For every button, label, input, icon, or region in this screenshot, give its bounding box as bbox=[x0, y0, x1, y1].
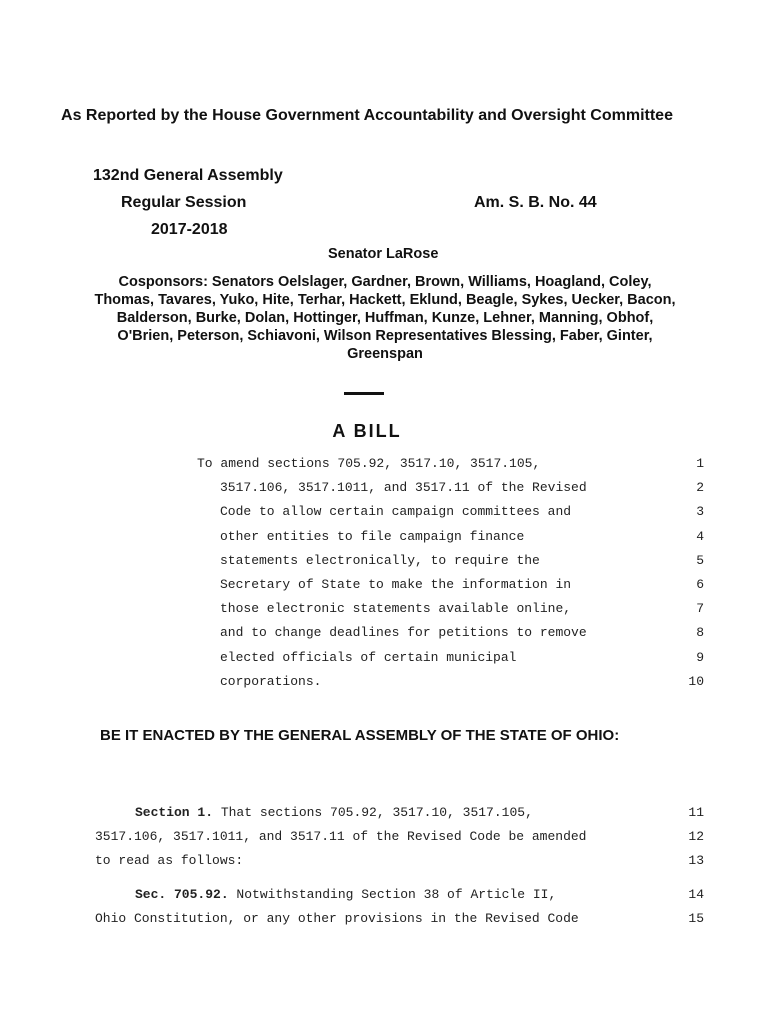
line-number: 5 bbox=[696, 552, 704, 568]
sec-705-line-1: Sec. 705.92. Notwithstanding Section 38 of Article II, bbox=[135, 887, 557, 902]
section-1-line-1: Section 1. That sections 705.92, 3517.10, 3517.105, bbox=[135, 805, 533, 820]
session: Regular Session bbox=[121, 194, 247, 211]
section-1-line-3: to read as follows: bbox=[95, 853, 244, 868]
bill-title-line: Secretary of State to make the information in bbox=[220, 577, 572, 592]
line-number: 2 bbox=[696, 480, 704, 496]
line-number: 10 bbox=[688, 673, 704, 689]
bill-title-line: Code to allow certain campaign committees and bbox=[220, 504, 572, 520]
sponsor: Senator LaRose bbox=[328, 246, 439, 262]
sec-705-line-2: Ohio Constitution, or any other provisions in the Revised Code bbox=[95, 911, 579, 926]
bill-title-line: corporations. bbox=[220, 673, 322, 689]
bill-title-line: other entities to file campaign finance bbox=[220, 528, 525, 544]
line-number: 6 bbox=[696, 577, 704, 592]
cosponsors: Cosponsors: Senators Oelslager, Gardner, Brown, Williams, Hoagland, Coley, Thomas, Tavares, Yuko, Hite, Terhar, Hackett, Eklund, Beagle, Sykes, Uecker, Bacon, Balderson, Burke, Dolan, Hottinger, Huffman, Kunze, Lehner, Manning, Obhof, O'Brien, Peterson, Schiavoni, Wilson Representatives Blessing, Faber, Ginter, Greenspan bbox=[94, 274, 676, 362]
line-number: 15 bbox=[688, 911, 704, 926]
bill-title-line: and to change deadlines for petitions to remove bbox=[220, 625, 587, 641]
line-number: 4 bbox=[696, 528, 704, 544]
line-number: 8 bbox=[696, 625, 704, 641]
divider bbox=[344, 392, 384, 395]
line-number: 3 bbox=[696, 504, 704, 520]
enacting-clause: BE IT ENACTED BY THE GENERAL ASSEMBLY OF THE STATE OF OHIO: bbox=[100, 727, 620, 744]
line-number: 12 bbox=[688, 829, 704, 844]
bill-title-line: those electronic statements available online, bbox=[220, 601, 572, 617]
section-1-line-2: 3517.106, 3517.1011, and 3517.11 of the Revised Code be amended bbox=[95, 829, 587, 844]
bill-title: A BILL bbox=[332, 421, 402, 441]
bill-title-line: statements electronically, to require the bbox=[220, 552, 540, 568]
bill-title-line: 3517.106, 3517.1011, and 3517.11 of the Revised bbox=[220, 480, 587, 496]
section-1-label: Section 1. bbox=[135, 805, 214, 820]
line-number: 13 bbox=[688, 853, 704, 868]
reported-by-heading: As Reported by the House Government Accountability and Oversight Committee bbox=[61, 107, 673, 124]
line-number: 1 bbox=[696, 456, 704, 471]
sec-705-label: Sec. 705.92. bbox=[135, 887, 229, 902]
bill-number: Am. S. B. No. 44 bbox=[474, 194, 597, 211]
general-assembly: 132nd General Assembly bbox=[93, 167, 283, 184]
line-number: 14 bbox=[688, 887, 704, 902]
line-number: 9 bbox=[696, 649, 704, 665]
line-number: 7 bbox=[696, 601, 704, 617]
bill-title-line: To amend sections 705.92, 3517.10, 3517.105, bbox=[197, 456, 541, 471]
bill-title-line: elected officials of certain municipal bbox=[220, 649, 517, 665]
session-years: 2017-2018 bbox=[151, 221, 228, 238]
line-number: 11 bbox=[688, 805, 704, 820]
